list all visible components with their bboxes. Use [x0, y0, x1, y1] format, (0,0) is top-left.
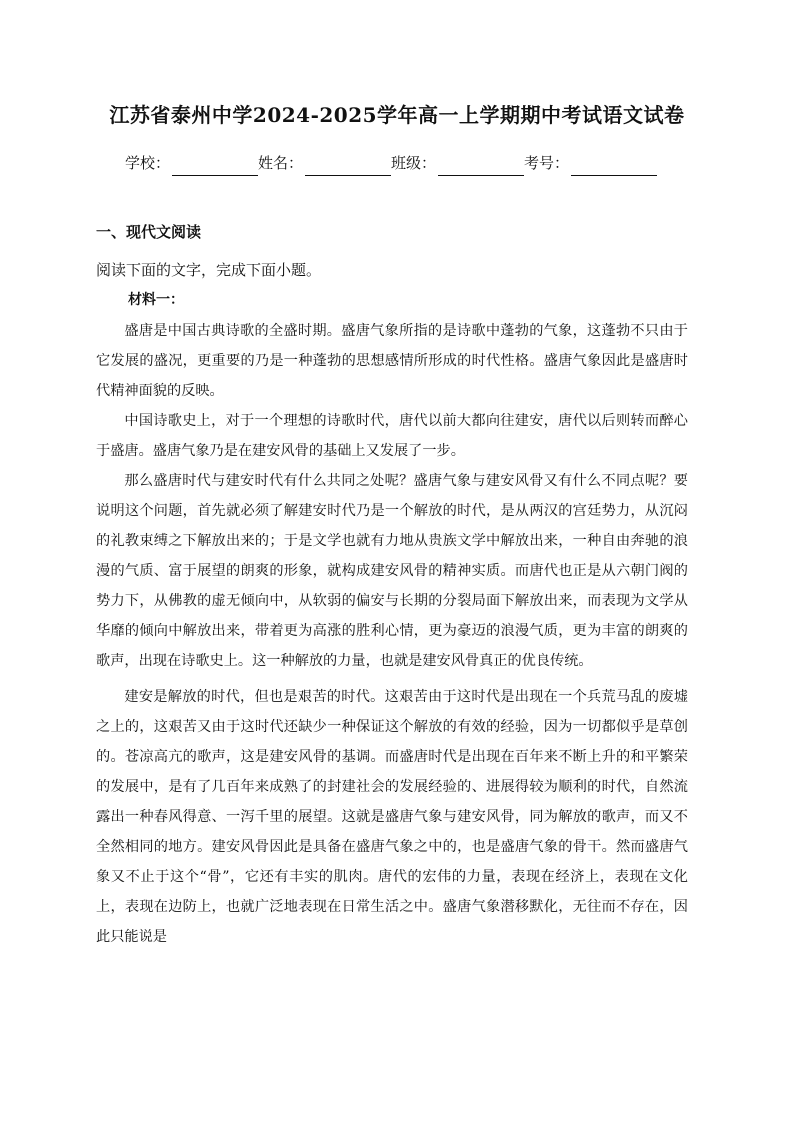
class-blank-line	[438, 155, 524, 176]
info-school	[125, 150, 258, 176]
section-heading: 一、现代文阅读	[96, 223, 202, 241]
exam-title: 江苏省泰州中学2024-2025学年高一上学期期中考试语文试卷	[109, 103, 685, 127]
material-label: 材料一：	[128, 292, 184, 308]
info-class	[391, 150, 524, 176]
exam-number-blank-line	[571, 155, 657, 176]
reading-instruction: 阅读下面的文字，完成下面小题。	[96, 261, 322, 279]
passage-paragraph: 中国诗歌史上，对于一个理想的诗歌时代，唐代以前大都向往建安，唐代以后则转而醉心于盛唐。盛唐气象乃是在建安风骨的基础上又发展了一步。	[96, 413, 688, 459]
info-label-name: 姓名：	[258, 154, 304, 172]
info-label-school: 学校：	[125, 154, 171, 172]
reading-passage	[96, 316, 688, 952]
info-exam-number	[524, 150, 657, 176]
passage-paragraph: 建安是解放的时代，但也是艰苦的时代。这艰苦由于这时代是出现在一个兵荒马乱的废墟之上的，这艰苦又由于这时代还缺少一种保证这个解放的有效的经验，因为一切都似乎是草创的。苍凉高亢的歌声，这是建安风骨的基调。而盛唐时代是出现在百年来不断上升的和平繁荣的发展中，是有了几百年来成熟了的封建社会的发展经验的、进展得较为顺利的时代，自然流露出一种春风得意、一泻千里的展望。这就是盛唐气象与建安风骨，同为解放的歌声，而又不全然相同的地方。建安风骨因此是具备在盛唐气象之中的，也是盛唐气象的骨干。然而盛唐气象又不止于这个“骨”，它还有丰实的肌肉。唐代的宏伟的力量，表现在经济上，表现在文化上，表现在边防上，也就广泛地表现在日常生活之中。盛唐气象潜移默化，无往而不存在，因此只能说是	[96, 689, 688, 945]
student-info-row	[125, 150, 657, 176]
passage-paragraph: 那么盛唐时代与建安时代有什么共同之处呢？盛唐气象与建安风骨又有什么不同点呢？要说明这个问题，首先就必须了解建安时代乃是一个解放的时代，是从两汉的宫廷势力，从沉闷的礼教束缚之下解放出来的；于是文学也就有力地从贵族文学中解放出来，一种自由奔驰的浪漫的气质、富于展望的朗爽的形象，就构成建安风骨的精神实质。而唐代也正是从六朝门阀的势力下，从佛教的虚无倾向中，从软弱的偏安与长期的分裂局面下解放出来，而表现为文学从华靡的倾向中解放出来，带着更为高涨的胜利心情，更为豪迈的浪漫气质，更为丰富的朗爽的歌声，出现在诗歌史上。这一种解放的力量，也就是建安风骨真正的优良传统。	[96, 473, 688, 669]
school-blank-line	[172, 155, 258, 176]
name-blank-line	[305, 155, 391, 176]
info-name	[258, 150, 391, 176]
passage-paragraph: 盛唐是中国古典诗歌的全盛时期。盛唐气象所指的是诗歌中蓬勃的气象，这蓬勃不只由于它发展的盛况，更重要的乃是一种蓬勃的思想感情所形成的时代性格。盛唐气象因此是盛唐时代精神面貌的反映。	[96, 323, 688, 399]
info-label-exam-number: 考号：	[524, 154, 570, 172]
info-label-class: 班级：	[391, 154, 437, 172]
